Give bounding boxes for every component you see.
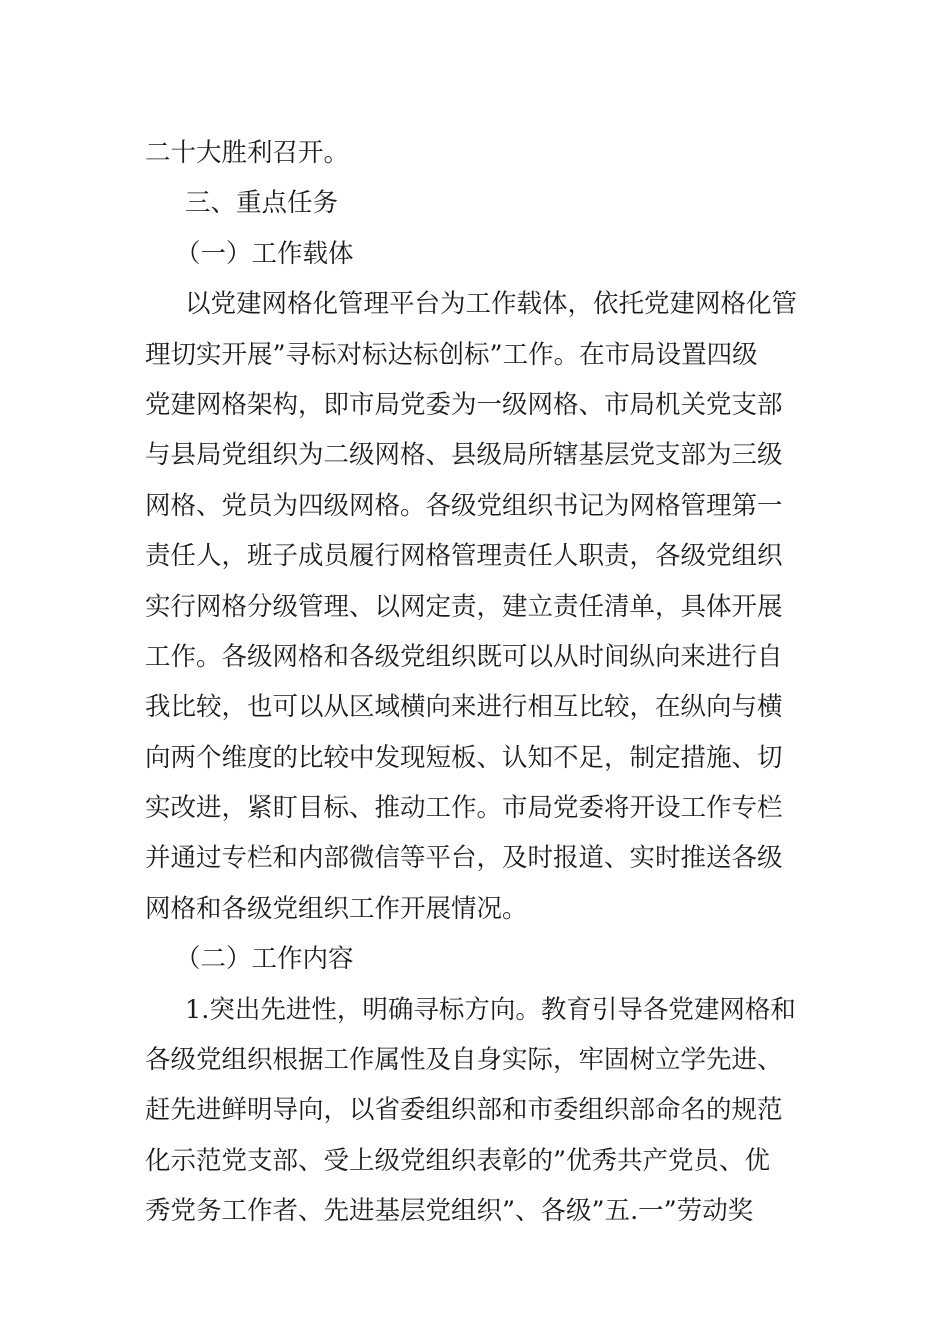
text-line: 我比较，也可以从区域横向来进行相互比较，在纵向与横 (145, 692, 783, 723)
text-line: 工作。各级网格和各级党组织既可以从时间纵向来进行自 (145, 641, 783, 672)
text-line: 化示范党支部、受上级党组织表彰的”优秀共产党员、优 (145, 1145, 771, 1176)
text-line: 党建网格架构，即市局党委为一级网格、市局机关党支部 (145, 389, 783, 420)
text-line: 向两个维度的比较中发现短板、认知不足，制定措施、切 (145, 742, 783, 773)
section-heading: 三、重点任务 (185, 188, 339, 219)
text-line: 秀党务工作者、先进基层党组织”、各级”五.一”劳动奖 (145, 1196, 754, 1227)
subsection-heading: （二）工作内容 (175, 944, 354, 975)
text-line: 理切实开展”寻标对标达标创标”工作。在市局设置四级 (145, 339, 758, 370)
text-line: 赶先进鲜明导向，以省委组织部和市委组织部命名的规范 (145, 1095, 783, 1126)
text-line: 与县局党组织为二级网格、县级局所辖基层党支部为三级 (145, 440, 783, 471)
text-line: 二十大胜利召开。 (145, 138, 350, 168)
subsection-heading: （一）工作载体 (175, 238, 354, 269)
text-line: 责任人，班子成员履行网格管理责任人职责，各级党组织 (145, 541, 783, 572)
text-line: 实改进，紧盯目标、推动工作。市局党委将开设工作专栏 (145, 793, 783, 824)
text-line: 网格和各级党组织工作开展情况。 (145, 893, 528, 924)
text-line: 各级党组织根据工作属性及自身实际，牢固树立学先进、 (145, 1045, 783, 1076)
text-line: 网格、党员为四级网格。各级党组织书记为网格管理第一 (145, 490, 783, 521)
text-line: 实行网格分级管理、以网定责，建立责任清单，具体开展 (145, 591, 783, 622)
text-line: 并通过专栏和内部微信等平台，及时报道、实时推送各级 (145, 843, 783, 874)
text-line: 1.突出先进性，明确寻标方向。教育引导各党建网格和 (185, 994, 796, 1025)
text-line: 以党建网格化管理平台为工作载体，依托党建网格化管 (185, 289, 798, 320)
body-text (145, 128, 810, 1237)
